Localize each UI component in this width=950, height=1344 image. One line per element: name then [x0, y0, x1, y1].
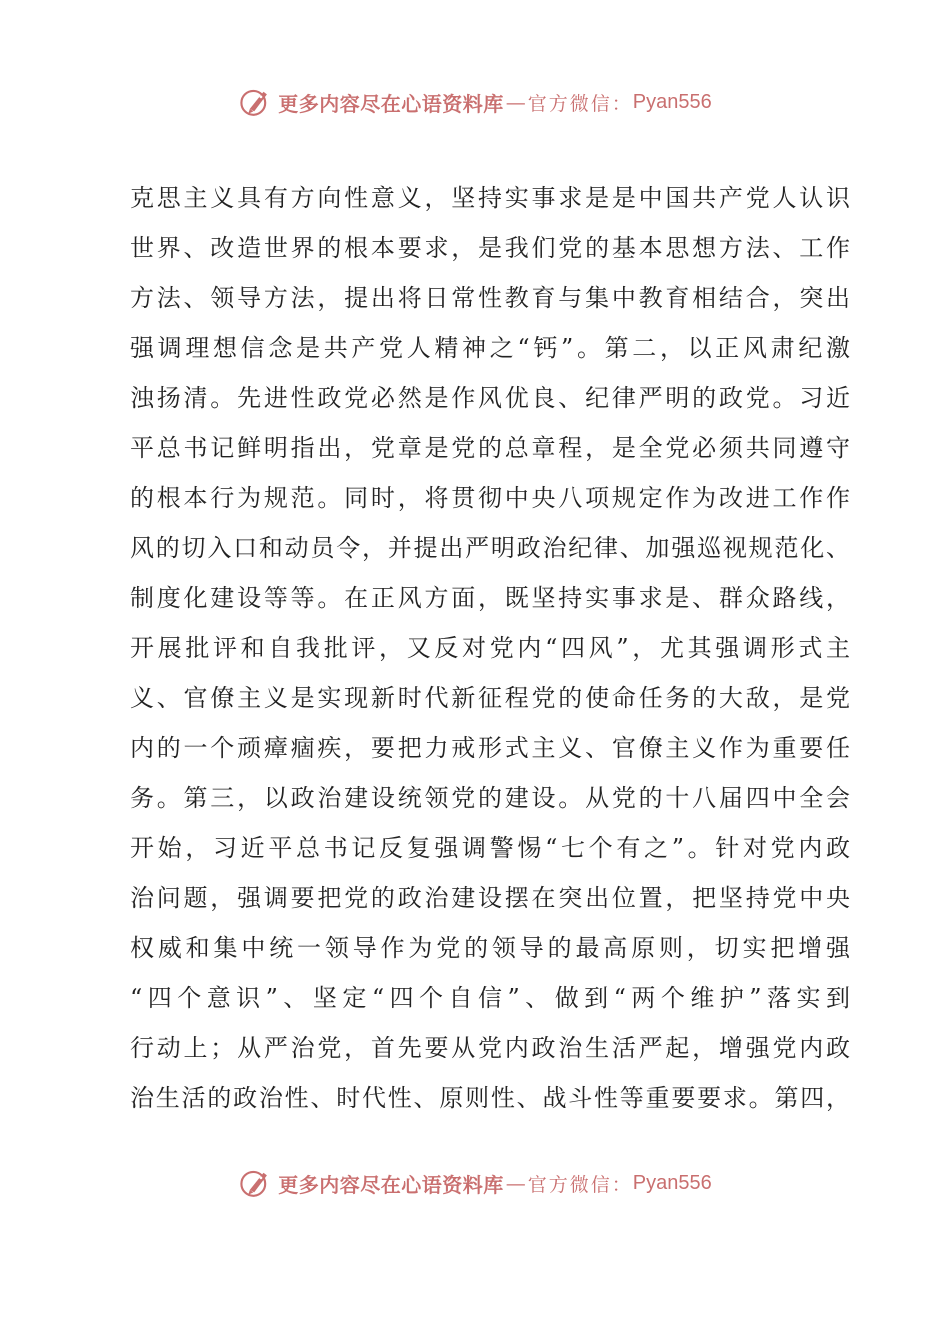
banner-title: 更多内容尽在心语资料库 — [278, 91, 504, 116]
text-line: 浊扬清。先进性政党必然是作风优良、纪律严明的政党。习近 — [130, 384, 850, 412]
text-line: “四个意识”、坚定“四个自信”、做到“两个维护”落实到 — [130, 984, 850, 1012]
text-line: 行动上；从严治党，首先要从党内政治生活严起，增强党内政 — [130, 1034, 850, 1062]
text-line: 治生活的政治性、时代性、原则性、战斗性等重要要求。第四， — [130, 1084, 850, 1112]
text-line: 义、官僚主义是实现新时代新征程党的使命任务的大敌，是党 — [130, 684, 850, 712]
text-line: 制度化建设等等。在正风方面，既坚持实事求是、群众路线， — [130, 584, 850, 612]
text-line: 的根本行为规范。同时，将贯彻中央八项规定作为改进工作作 — [130, 484, 850, 512]
text-line: 权威和集中统一领导作为党的领导的最高原则，切实把增强 — [130, 934, 850, 962]
banner-wechat-label: 官方微信： — [527, 92, 633, 115]
banner-wechat-id: Pyan556 — [632, 90, 712, 113]
banner-wechat-id: Pyan556 — [632, 1171, 712, 1194]
footer-banner — [0, 1163, 950, 1203]
text-line: 强调理想信念是共产党人精神之“钙”。第二，以正风肃纪激 — [130, 334, 850, 362]
pen-nib-logo-icon — [238, 1166, 272, 1200]
text-line: 开始，习近平总书记反复强调警惕“七个有之”。针对党内政 — [130, 834, 850, 862]
text-line: 平总书记鲜明指出，党章是党的总章程，是全党必须共同遵守 — [130, 434, 850, 462]
pen-nib-logo-icon — [238, 85, 272, 119]
text-line: 风的切入口和动员令，并提出严明政治纪律、加强巡视规范化、 — [130, 534, 850, 562]
text-line: 务。第三，以政治建设统领党的建设。从党的十八届四中全会 — [130, 784, 850, 812]
banner-title: 更多内容尽在心语资料库 — [278, 1172, 504, 1197]
text-line: 内的一个顽瘴痼疾，要把力戒形式主义、官僚主义作为重要任 — [130, 734, 850, 762]
document-body — [130, 173, 850, 1123]
text-line: 方法、领导方法，提出将日常性教育与集中教育相结合，突出 — [130, 284, 850, 312]
banner-dash: — — [505, 1171, 526, 1195]
banner-wechat-label: 官方微信： — [527, 1173, 633, 1196]
header-banner — [0, 82, 950, 122]
text-line: 开展批评和自我批评，又反对党内“四风”，尤其强调形式主 — [130, 634, 850, 662]
banner-dash: — — [505, 90, 526, 114]
text-line: 治问题，强调要把党的政治建设摆在突出位置，把坚持党中央 — [130, 884, 850, 912]
text-line: 世界、改造世界的根本要求，是我们党的基本思想方法、工作 — [130, 234, 850, 262]
text-line: 克思主义具有方向性意义，坚持实事求是是中国共产党人认识 — [130, 184, 850, 212]
